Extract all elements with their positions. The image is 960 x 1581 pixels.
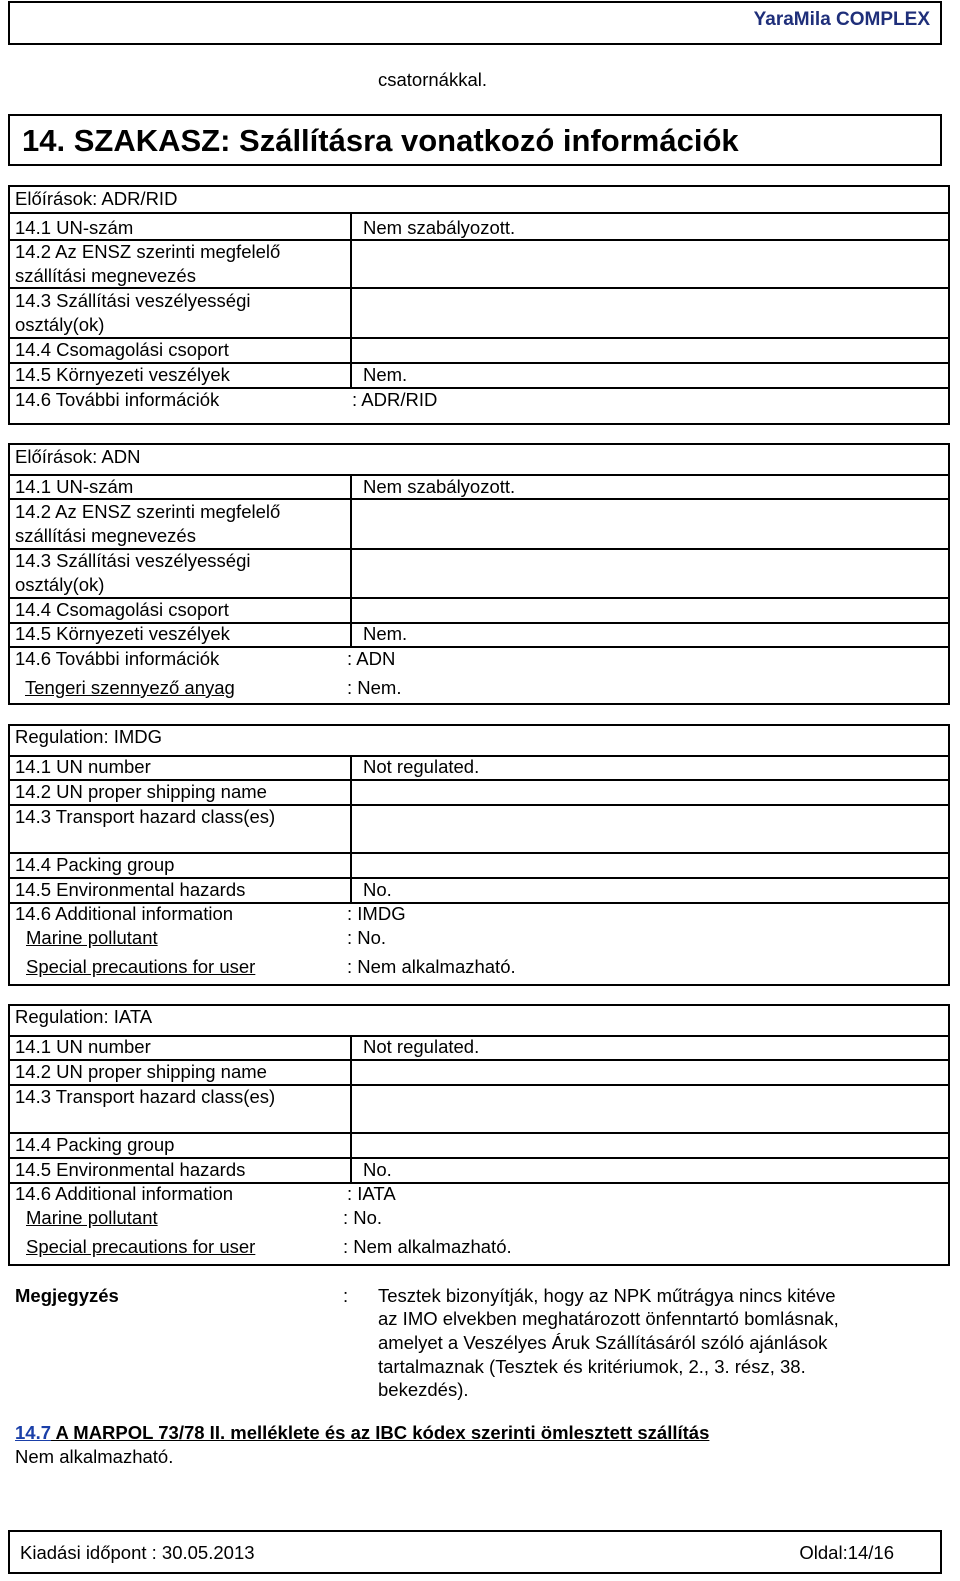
imdg-hazard-class-label: 14.3 Transport hazard class(es) [15,806,276,827]
iata-additional-info-value: : IATA [347,1183,396,1204]
adr-additional-info-value: : ADR/RID [352,389,438,410]
imdg-additional-info-value: : IMDG [347,903,406,924]
adn-marine-pollutant-label: Tengeri szennyező anyag [25,677,235,698]
adn-shipping-name-label: 14.2 Az ENSZ szerinti megfelelő [15,501,281,522]
adr-env-hazards-label: 14.5 Környezeti veszélyek [15,364,230,385]
adn-un-number-value: Nem szabályozott. [363,476,516,497]
iata-env-hazards-label: 14.5 Environmental hazards [15,1159,246,1180]
imdg-marine-pollutant-value: : No. [347,927,387,948]
iata-packing-group-label: 14.4 Packing group [15,1134,175,1155]
marpol-text: Nem alkalmazható. [15,1446,174,1467]
adr-packing-group-label: 14.4 Csomagolási csoport [15,339,229,360]
adn-hazard-class-label-2: osztály(ok) [15,574,105,595]
section-title: 14. SZAKASZ: Szállításra vonatkozó információk [22,123,739,158]
imdg-special-precautions-value: : Nem alkalmazható. [347,956,516,977]
issue-date: Kiadási időpont : 30.05.2013 [20,1542,255,1563]
adn-additional-info-label: 14.6 További információk [15,648,220,669]
imdg-marine-pollutant-label: Marine pollutant [26,927,158,948]
iata-title: Regulation: IATA [15,1006,153,1027]
note-line-4: tartalmaznak (Tesztek és kritériumok, 2., 3. rész, 38. [378,1356,806,1377]
imdg-un-number-label: 14.1 UN number [15,756,151,777]
iata-hazard-class-label: 14.3 Transport hazard class(es) [15,1086,276,1107]
adn-packing-group-label: 14.4 Csomagolási csoport [15,599,229,620]
note-line-5: bekezdés). [378,1379,469,1400]
product-name: YaraMila COMPLEX [753,9,930,30]
note-line-1: Tesztek bizonyítják, hogy az NPK műtrágya nincs kitéve [378,1285,836,1306]
imdg-special-precautions-label: Special precautions for user [26,956,256,977]
imdg-packing-group-label: 14.4 Packing group [15,854,175,875]
adn-un-number-label: 14.1 UN-szám [15,476,134,497]
adr-hazard-class-label-2: osztály(ok) [15,314,105,335]
iata-special-precautions-value: : Nem alkalmazható. [343,1236,512,1257]
adn-env-hazards-value: Nem. [363,623,408,644]
adn-additional-info-value: : ADN [347,648,396,669]
imdg-shipping-name-label: 14.2 UN proper shipping name [15,781,267,802]
iata-special-precautions-label: Special precautions for user [26,1236,256,1257]
adn-title: Előírások: ADN [15,446,141,467]
iata-env-hazards-value: No. [363,1159,392,1180]
adn-shipping-name-label-2: szállítási megnevezés [15,525,196,546]
marpol-title: A MARPOL 73/78 II. melléklete és az IBC kódex szerinti ömlesztett szállítás [51,1422,710,1443]
iata-marine-pollutant-value: : No. [343,1207,383,1228]
adn-env-hazards-label: 14.5 Környezeti veszélyek [15,623,230,644]
adr-shipping-name-label: 14.2 Az ENSZ szerinti megfelelő [15,241,281,262]
adn-marine-pollutant-value: : Nem. [347,677,402,698]
iata-shipping-name-label: 14.2 UN proper shipping name [15,1061,267,1082]
note-colon: : [343,1285,349,1306]
iata-un-number-value: Not regulated. [363,1036,480,1057]
imdg-un-number-value: Not regulated. [363,756,480,777]
imdg-env-hazards-value: No. [363,879,392,900]
adr-title: Előírások: ADR/RID [15,188,178,209]
adr-hazard-class-label: 14.3 Szállítási veszélyességi [15,290,251,311]
imdg-title: Regulation: IMDG [15,726,163,747]
marpol-section-link[interactable]: 14.7 [15,1422,52,1443]
imdg-env-hazards-label: 14.5 Environmental hazards [15,879,246,900]
note-line-2: az IMO elvekben meghatározott önfenntartó bomlásnak, [378,1308,839,1329]
adr-un-number-value: Nem szabályozott. [363,217,516,238]
iata-marine-pollutant-label: Marine pollutant [26,1207,158,1228]
adr-shipping-name-label-2: szállítási megnevezés [15,265,196,286]
page-number: Oldal:14/16 [799,1542,894,1563]
adr-un-number-label: 14.1 UN-szám [15,217,134,238]
iata-un-number-label: 14.1 UN number [15,1036,151,1057]
adr-env-hazards-value: Nem. [363,364,408,385]
iata-additional-info-label: 14.6 Additional information [15,1183,234,1204]
marpol-heading [15,1421,709,1445]
imdg-additional-info-label: 14.6 Additional information [15,903,234,924]
continued-text: csatornákkal. [378,69,487,90]
note-line-3: amelyet a Veszélyes Áruk Szállításáról szóló ajánlások [378,1332,828,1353]
adn-hazard-class-label: 14.3 Szállítási veszélyességi [15,550,251,571]
note-label: Megjegyzés [15,1285,119,1306]
adr-additional-info-label: 14.6 További információk [15,389,220,410]
